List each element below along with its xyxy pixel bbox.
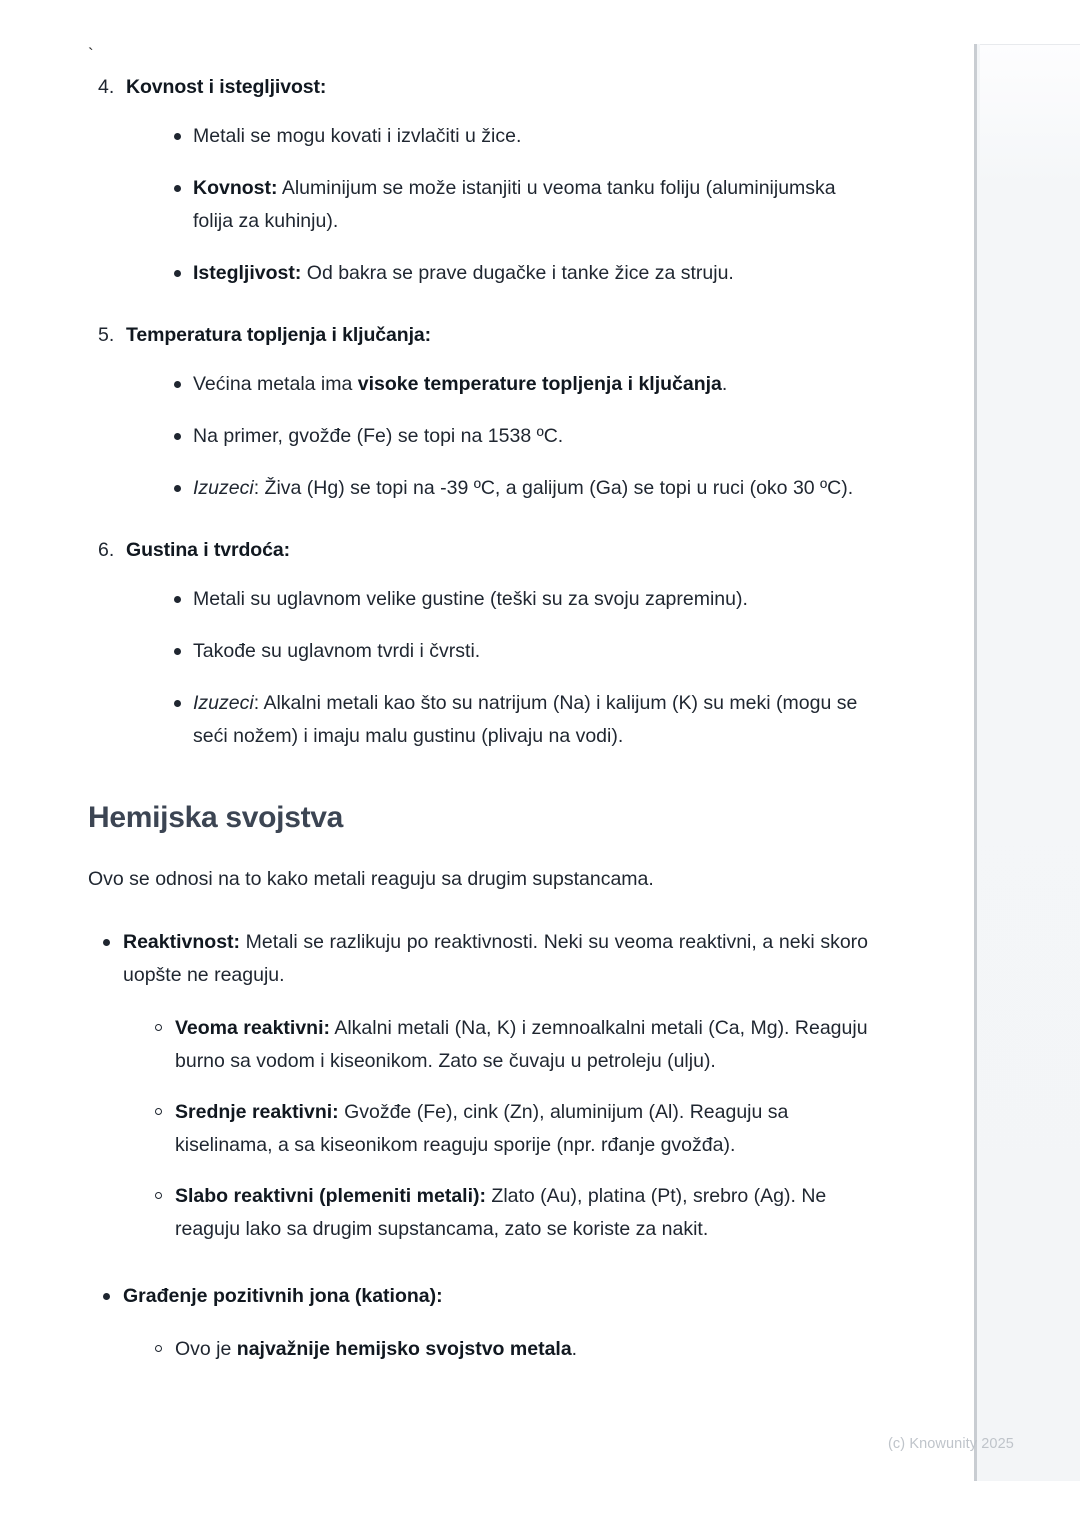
list-item-text: Ovo je bbox=[175, 1338, 237, 1360]
list-item-lead: Reaktivnost: bbox=[123, 931, 241, 953]
list-item-text: Alkalni metali (Na, K) i zemnoalkalni metali (Ca, Mg). Reaguju burno sa vodom i kiseonikom. Zato se čuvaju u petroleju (ulju). bbox=[175, 1017, 868, 1072]
list-item-text: Gvožđe (Fe), cink (Zn), aluminijum (Al). Reaguju sa kiselinama, a sa kiseonikom reaguju sporije (npr. rđanje gvožđa). bbox=[175, 1101, 789, 1156]
list-item bbox=[123, 1180, 868, 1246]
numbered-item-heading-5: Temperatura topljenja i ključanja: bbox=[126, 324, 432, 346]
document-content bbox=[88, 46, 868, 1376]
bullet-dot-icon bbox=[174, 270, 181, 277]
bullet-dot-icon bbox=[174, 185, 181, 192]
list-item bbox=[126, 583, 868, 616]
list-item-tail: . bbox=[721, 373, 728, 395]
right-side-rail-track[interactable] bbox=[980, 44, 1080, 1481]
list-number-6: 6. bbox=[98, 539, 115, 561]
bullet-dot-icon bbox=[174, 596, 181, 603]
list-item-text: Takođe su uglavnom tvrdi i čvrsti. bbox=[193, 640, 481, 662]
list-item-text: : Živa (Hg) se topi na -39 ºC, a galijum (Ga) se topi u ruci (oko 30 ºC). bbox=[253, 477, 854, 499]
bullet-dot-icon bbox=[174, 648, 181, 655]
list-item-text: Na primer, gvožđe (Fe) se topi na 1538 ºC. bbox=[193, 425, 564, 447]
bullet-dot-icon bbox=[103, 1293, 110, 1300]
list-item-lead: Slabo reaktivni (plemeniti metali): bbox=[175, 1185, 486, 1207]
bullet-circle-icon bbox=[155, 1024, 162, 1031]
bullet-dot-icon bbox=[174, 485, 181, 492]
numbered-item-5 bbox=[88, 320, 868, 505]
list-item bbox=[126, 687, 868, 753]
bullet-list-5 bbox=[126, 368, 868, 505]
list-item-text: Aluminijum se može istanjiti u veoma tanku foliju (aluminijumska folija za kuhinju). bbox=[193, 177, 836, 232]
bullet-circle-icon bbox=[155, 1345, 162, 1352]
numbered-item-4 bbox=[88, 72, 868, 290]
list-item bbox=[123, 1333, 868, 1366]
copyright-watermark: (c) Knowunity 2025 bbox=[888, 1436, 1014, 1452]
bullet-circle-icon bbox=[155, 1108, 162, 1115]
list-item-lead: Veoma reaktivni: bbox=[175, 1017, 330, 1039]
bullet-list-4 bbox=[126, 120, 868, 290]
list-item bbox=[88, 1280, 868, 1366]
list-number-4: 4. bbox=[98, 76, 115, 98]
numbered-item-heading-4: Kovnost i istegljivost: bbox=[126, 76, 327, 98]
list-item-text: Većina metala ima bbox=[193, 373, 358, 395]
reactivity-sub-list bbox=[123, 1012, 868, 1246]
bullet-dot-icon bbox=[174, 433, 181, 440]
list-item bbox=[88, 926, 868, 1246]
list-item-lead: Kovnost: bbox=[193, 177, 278, 199]
numbered-item-6 bbox=[88, 535, 868, 753]
section-lead-paragraph: Ovo se odnosi na to kako metali reaguju sa drugim supstancama. bbox=[88, 868, 654, 890]
bullet-dot-icon bbox=[174, 133, 181, 140]
list-item-lead: Građenje pozitivnih jona (kationa): bbox=[123, 1285, 443, 1307]
list-item bbox=[126, 257, 868, 290]
list-item bbox=[126, 635, 868, 668]
list-item-text: Metali se mogu kovati i izvlačiti u žice. bbox=[193, 125, 522, 147]
physical-properties-list bbox=[88, 72, 868, 753]
list-item-lead: Srednje reaktivni: bbox=[175, 1101, 339, 1123]
numbered-item-heading-6: Gustina i tvrdoća: bbox=[126, 539, 290, 561]
list-item-text: Od bakra se prave dugačke i tanke žice za struju. bbox=[301, 262, 734, 284]
list-item-text: Metali se razlikuju po reaktivnosti. Neki su veoma reaktivni, a neki skoro uopšte ne reaguju. bbox=[123, 931, 868, 986]
stray-backtick-mark: ` bbox=[88, 45, 94, 64]
list-item bbox=[123, 1012, 868, 1078]
bullet-dot-icon bbox=[103, 939, 110, 946]
list-item-emphasis: najvažnije hemijsko svojstvo metala bbox=[236, 1338, 572, 1360]
bullet-circle-icon bbox=[155, 1192, 162, 1199]
list-item-text: Zlato (Au), platina (Pt), srebro (Ag). Ne reaguju lako sa drugim supstancama, zato se koriste za nakit. bbox=[175, 1185, 827, 1240]
chemical-properties-list bbox=[88, 926, 868, 1366]
list-item-text: Metali su uglavnom velike gustine (teški su za svoju zapreminu). bbox=[193, 588, 748, 610]
list-number-5: 5. bbox=[98, 324, 115, 346]
list-item-text: : Alkalni metali kao što su natrijum (Na) i kalijum (K) su meki (mogu se seći nožem) i imaju malu gustinu (plivaju na vodi). bbox=[193, 692, 858, 747]
list-item-body bbox=[123, 926, 868, 992]
right-side-rail[interactable] bbox=[974, 44, 1080, 1481]
list-item-emphasis: visoke temperature topljenja i ključanja bbox=[357, 373, 722, 395]
list-item bbox=[123, 1096, 868, 1162]
list-item bbox=[126, 472, 868, 505]
list-item-italic-lead: Izuzeci bbox=[193, 692, 254, 714]
bullet-list-6 bbox=[126, 583, 868, 753]
page-title: Hemijska svojstva bbox=[88, 801, 344, 834]
list-item bbox=[126, 368, 868, 401]
bullet-dot-icon bbox=[174, 700, 181, 707]
bullet-dot-icon bbox=[174, 381, 181, 388]
list-item-italic-lead: Izuzeci bbox=[193, 477, 254, 499]
cation-sub-list bbox=[123, 1333, 868, 1366]
list-item bbox=[126, 172, 868, 238]
list-item bbox=[126, 120, 868, 153]
list-item bbox=[126, 420, 868, 453]
list-item-tail: . bbox=[571, 1338, 578, 1360]
list-item-body bbox=[123, 1280, 868, 1313]
list-item-lead: Istegljivost: bbox=[193, 262, 302, 284]
